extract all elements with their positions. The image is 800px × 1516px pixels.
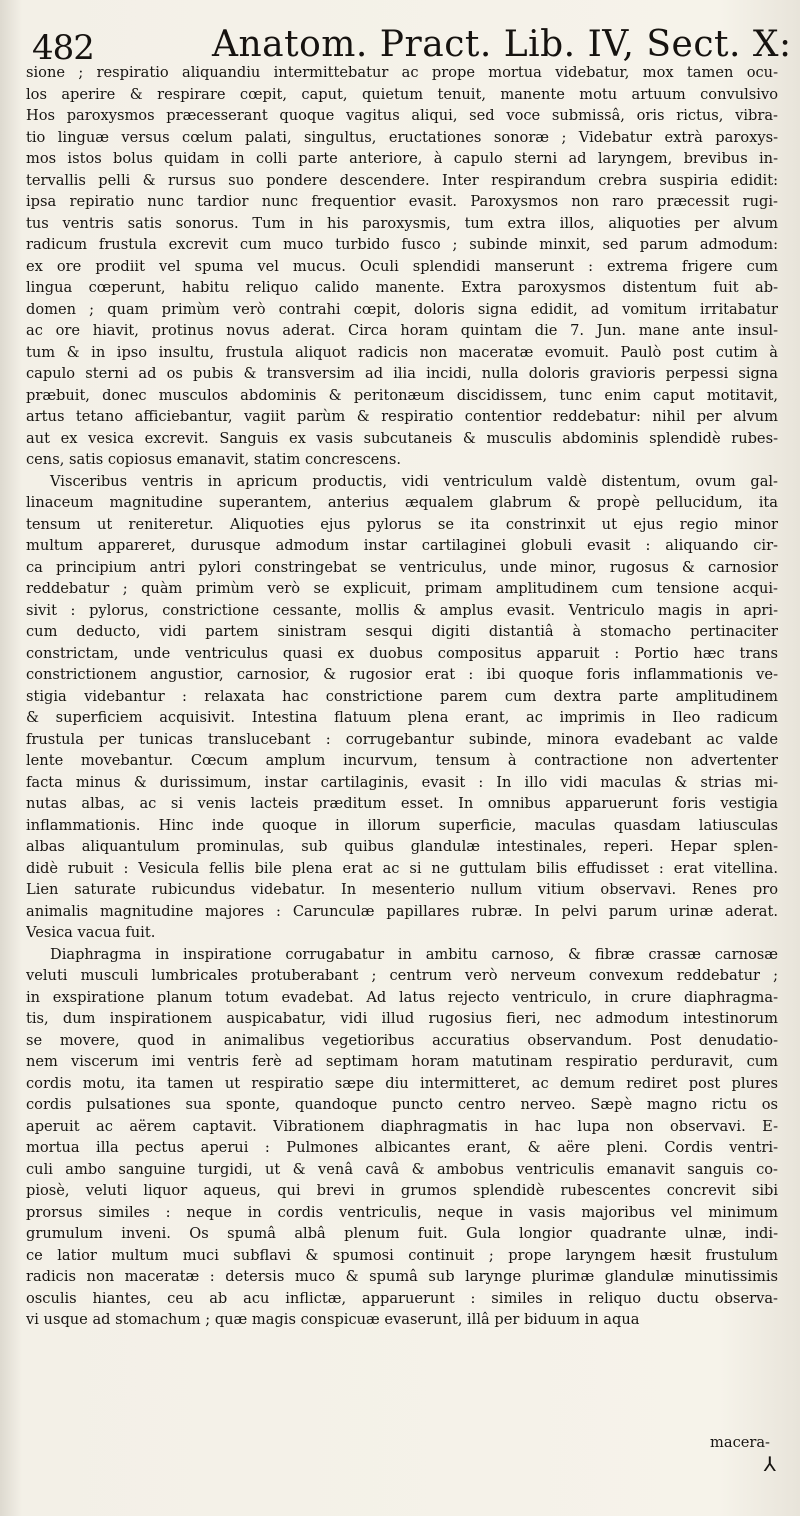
text-line: cens, satis copiosus emanavit, statim concrescens. (26, 451, 401, 468)
text-line: reddebatur ; quàm primùm verò se explicuit, primam amplitudinem cum tensione acqui- (26, 580, 778, 597)
text-line: in exspiratione planum totum evadebat. Ad latus rejecto ventriculo, in crure diaphragma- (26, 988, 778, 1006)
text-line: artus tetano afficiebantur, vagiit parùm & respiratio contentior reddebatur: nihil per alvum (26, 408, 778, 425)
text-line: inflammationis. Hinc inde quoque in illorum superficie, maculas quasdam latiusculas (26, 816, 778, 834)
text-line: aut ex vesica excrevit. Sanguis ex vasis subcutaneis & musculis abdominis splendidè rubes- (26, 429, 778, 447)
text-line: se movere, quod in animalibus vegetioribus accuratius observandum. Post denudatio- (26, 1031, 778, 1049)
text-line: albas aliquantulum prominulas, sub quibus glandulæ intestinales, reperi. Hepar splen- (26, 838, 778, 855)
text-line: prorsus similes : neque in cordis ventriculis, neque in vasis majoribus vel minimum (26, 1203, 778, 1221)
text-line: tis, dum inspirationem auspicabatur, vidi illud rugosius fieri, nec admodum intestinorum (26, 1010, 778, 1027)
text-line: ac ore hiavit, protinus novus aderat. Circa horam quintam die 7. Jun. mane ante insul- (26, 322, 778, 339)
text-line: lente movebantur. Cœcum amplum incurvum, tensum à contractione non advertenter (26, 752, 778, 769)
text-line: lingua cœperunt, habitu reliquo calido manente. Extra paroxysmos distentum fuit ab- (26, 279, 778, 296)
text-line: & superficiem acquisivit. Intestina flatuum plena erant, ac imprimis in Ileo radicum (26, 709, 778, 726)
text-line: linaceum magnitudine superantem, anterius æqualem glabrum & propè pellucidum, ita (26, 494, 778, 511)
text-line: aperuit ac aërem captavit. Vibrationem diaphragmatis in hac lupa non observavi. E- (26, 1117, 778, 1135)
text-line: culi ambo sanguine turgidi, ut & venâ cavâ & ambobus ventriculis emanavit sanguis co- (26, 1160, 778, 1178)
text-line: Lien saturate rubicundus videbatur. In mesenterio nullum vitium observavi. Renes pro (26, 881, 778, 898)
text-line: mos istos bolus quidam in colli parte anteriore, à capulo sterni ad laryngem, brevibus in- (26, 150, 778, 167)
text-line: ce latior multum muci subflavi & spumosi continuit ; prope laryngem hæsit frustulum (26, 1246, 778, 1264)
text-line: facta minus & durissimum, instar cartilaginis, evasit : In illo vidi maculas & strias mi- (26, 773, 778, 791)
text-line: tensum ut reniteretur. Aliquoties ejus pylorus se ita constrinxit ut ejus regio minor (26, 515, 778, 533)
text-line: ex ore prodiit vel spuma vel mucus. Oculi splendidi manserunt : extrema frigere cum (26, 257, 778, 275)
text-line: Visceribus ventris in apricum productis, vidi ventriculum valdè distentum, ovum gal- (50, 472, 778, 490)
text-line: radicis non maceratæ : detersis muco & spumâ sub larynge plurimæ glandulæ minutissimis (26, 1268, 778, 1285)
text-line: cum deducto, vidi partem sinistram sesqui digiti distantiâ à stomacho pertinaciter (26, 623, 778, 640)
text-line: stigia videbantur : relaxata hac constrictione parem cum dextra parte amplitudinem (26, 687, 778, 705)
text-line: frustula per tunicas translucebant : corrugebantur subinde, minora evadebant ac valde (26, 730, 778, 748)
text-line: grumulum inveni. Os spumâ albâ plenum fuit. Gula longior quadrante ulnæ, indi- (26, 1225, 778, 1242)
text-line: didè rubuit : Vesicula fellis bile plena erat ac si ne guttulam bilis effudisset : erat vitellina. (26, 859, 778, 877)
text-line: constrictam, unde ventriculus quasi ex duobus compositus apparuit : Portio hæc trans (26, 644, 778, 662)
text-line: vi usque ad stomachum ; quæ magis conspicuæ evaserunt, illâ per biduum in aqua (26, 1311, 640, 1328)
text-line: tervallis pelli & rursus suo pondere descendere. Inter respirandum crebra suspiria edidit: (26, 171, 778, 189)
text-line: ipsa repiratio nunc tardior nunc frequentior evasit. Paroxysmos non raro præcessit rugi- (26, 193, 778, 210)
text-line: domen ; quam primùm verò contrahi cœpit, doloris signa edidit, ad vomitum irritabatur (26, 300, 778, 318)
text-line: los aperire & respirare cœpit, caput, quietum tenuit, manente motu artuum convulsivo (26, 85, 778, 103)
text-line: tus ventris satis sonorus. Tum in his paroxysmis, tum extra illos, aliquoties per alvum (26, 214, 778, 232)
text-line: tio linguæ versus cœlum palati, singultus, eructationes sonoræ ; Videbatur extrà paroxys- (26, 128, 778, 146)
text-line: multum appareret, durusque admodum instar cartilaginei globuli evasit : aliquando cir- (26, 537, 778, 554)
text-line: sivit : pylorus, constrictione cessante, mollis & amplus evasit. Ventriculo magis in apri- (26, 601, 778, 619)
text-line: nem viscerum imi ventris ferè ad septimam horam matutinam respiratio perduravit, cum (26, 1053, 778, 1070)
text-line: piosè, veluti liquor aqueus, qui brevi in grumos splendidè rubescentes concrevit sibi (26, 1182, 778, 1199)
text-line: Hos paroxysmos præcesserant quoque vagitus aliqui, sed voce submissâ, oris rictus, vibra- (26, 107, 778, 124)
body-text (26, 62, 784, 1331)
text-line: Diaphragma in inspiratione corrugabatur in ambitu carnoso, & fibræ crassæ carnosæ (50, 945, 778, 963)
text-line: cordis motu, ita tamen ut respiratio sæpe diu intermitteret, ac demum rediret post plures (26, 1074, 778, 1092)
catchword: macera- (710, 1434, 770, 1451)
text-line: osculis hiantes, ceu ab acu inflictæ, apparuerunt : similes in reliquo ductu observa- (26, 1289, 778, 1307)
text-line: capulo sterni ad os pubis & transversim ad ilia incidi, nulla doloris gravioris perpessi signa (26, 365, 778, 382)
text-line: mortua illa pectus aperui : Pulmones albicantes erant, & aëre pleni. Cordis ventri- (26, 1139, 778, 1156)
text-line: Vesica vacua fuit. (26, 924, 156, 941)
text-line: constrictionem angustior, carnosior, & rugosior erat : ibi quoque foris inflammationis ve- (26, 666, 778, 683)
paragraph (26, 471, 784, 944)
page-number: 482 (32, 28, 94, 68)
corner-mark: ⅄ (763, 1452, 776, 1476)
page-header (26, 14, 792, 68)
text-line: tum & in ipso insultu, frustula aliquot radicis non maceratæ evomuit. Paulò post cutim à (26, 343, 778, 361)
paragraph (26, 944, 784, 1331)
text-line: animalis magnitudine majores : Carunculæ papillares rubræ. In pelvi parum urinæ aderat. (26, 902, 778, 920)
text-line: sione ; respiratio aliquandiu intermittebatur ac prope mortua videbatur, mox tamen ocu- (26, 64, 778, 81)
text-line: ca principium antri pylori constringebat se ventriculus, unde minor, rugosus & carnosior (26, 558, 778, 576)
text-line: veluti musculi lumbricales protuberabant ; centrum verò nerveum convexum reddebatur ; (26, 967, 778, 984)
text-line: radicum frustula excrevit cum muco turbido fusco ; subinde minxit, sed parum admodum: (26, 236, 778, 253)
text-line: præbuit, donec musculos abdominis & peritonæum discidissem, tunc enim caput motitavit, (26, 386, 778, 404)
text-line: cordis pulsationes sua sponte, quandoque puncto centro nerveo. Sæpè magno rictu os (26, 1096, 778, 1113)
paragraph (26, 62, 784, 471)
text-line: nutas albas, ac si venis lacteis præditum esset. In omnibus apparuerunt foris vestigia (26, 795, 778, 812)
running-head: Anatom. Pract. Lib. IV, Sect. X: (212, 24, 792, 65)
